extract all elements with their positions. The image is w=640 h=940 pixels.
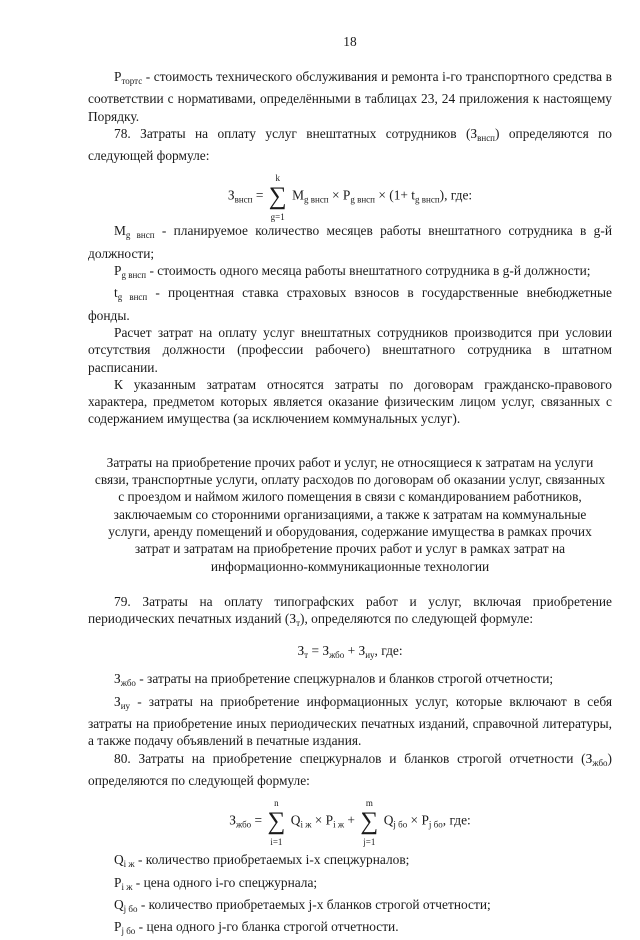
- formula-journals: $З_{жбо}$ = n ∑ i=1 $Q_{i ж} \times P_{i ж}$ + m ∑ j=1 $Q_{j бо} \times P_{j бо}$, где:: [229, 798, 471, 848]
- paragraph-calc: Расчет затрат на оплату услуг внештатных сотрудников производится при условии отсутствия должности (профессии рабочего) внештатного сотрудника в штатном расписании.: [88, 324, 612, 375]
- formula-external-staff: $З_{внсп}$ = k ∑ g=1 $M_{g внсп} \times P_{g внсп} \times (1+ t_{g внсп})$, где:: [227, 173, 473, 223]
- section-heading: Затраты на приобретение прочих работ и услуг, не относящиеся к затратам на услуги связи, транспортные услуги, оплату расходов по договорам об оказании услуг, связанных с проездом и наймом жилого помещения в связи с командированием работников, заключаемым со сторонними организациями, а также к затратам на коммунальные услуги, аренду помещений и оборудования, содержание имущества в рамках прочих затрат и затратам на приобретение прочих работ и услуг в рамках затрат на информационно-коммуникационные технологии: [94, 454, 606, 574]
- definition-p: $P_{g внсп}$ - стоимость одного месяца работы внештатного сотрудника в g-й должности;: [114, 263, 591, 281]
- definition-zhbo: $З_{жбо}$ - затраты на приобретение спецжурналов и бланков строгой отчетности;: [114, 671, 554, 689]
- definition-pj: $P_{j бо}$ - цена одного j-го бланка строгой отчетности.: [114, 919, 399, 937]
- paragraph-contracts: К указанным затратам относятся затраты по договорам гражданско-правового характера, предметом которых является оказание физическим лицом услуг, связанных с содержанием имущества (за исключением коммунальных услуг).: [88, 376, 612, 427]
- sum-symbol: k ∑ g=1: [268, 173, 287, 223]
- paragraph-80: 80. Затраты на приобретение спецжурналов и бланков строгой отчетности $(З_{жбо})$ определяются по следующей формуле:: [88, 750, 612, 788]
- definition-qj: $Q_{j бо}$ - количество приобретаемых j-х бланков строгой отчетности;: [114, 896, 491, 914]
- definition-m: $M_{g внсп}$ - планируемое количество месяцев работы внештатного сотрудника в g-й должности;: [88, 223, 612, 261]
- definition-iu: $З_{иу}$ - затраты на приобретение информационных услуг, которые включают в себя затраты на приобретение иных периодических печатных изданий, справочной литературы, а также подачу объявлений в печатные издания.: [88, 693, 612, 749]
- paragraph-79: 79. Затраты на оплату типографских работ и услуг, включая приобретение периодических печатных изданий $(З_т)$, определяются по следующей формуле:: [88, 593, 612, 629]
- definition-pi: $P_{i ж}$ - цена одного i-го спецжурнала;: [114, 874, 318, 892]
- paragraph-rtortc: $P_{тортс}$ - стоимость технического обслуживания и ремонта i-го транспортного средства в соответствии с нормативами, определёнными в таблицах 23, 24 приложения к настоящему Порядку.: [88, 69, 612, 124]
- sum-symbol: m ∑ j=1: [360, 798, 379, 848]
- document-page: [88, 34, 612, 940]
- page-number: 18: [343, 34, 357, 49]
- formula-typography: $З_т = З_{жбо} + З_{иу}$, где:: [297, 643, 403, 661]
- definition-t: $t_{g внсп}$ - процентная ставка страховых взносов в государственные внебюджетные фонды.: [88, 285, 612, 323]
- sum-symbol: n ∑ i=1: [267, 798, 286, 848]
- definition-qi: $Q_{i ж}$ - количество приобретаемых i-х спецжурналов;: [114, 852, 410, 870]
- paragraph-78: 78. Затраты на оплату услуг внештатных сотрудников $(З_{внсп})$ определяются по следующей формуле:: [88, 125, 612, 164]
